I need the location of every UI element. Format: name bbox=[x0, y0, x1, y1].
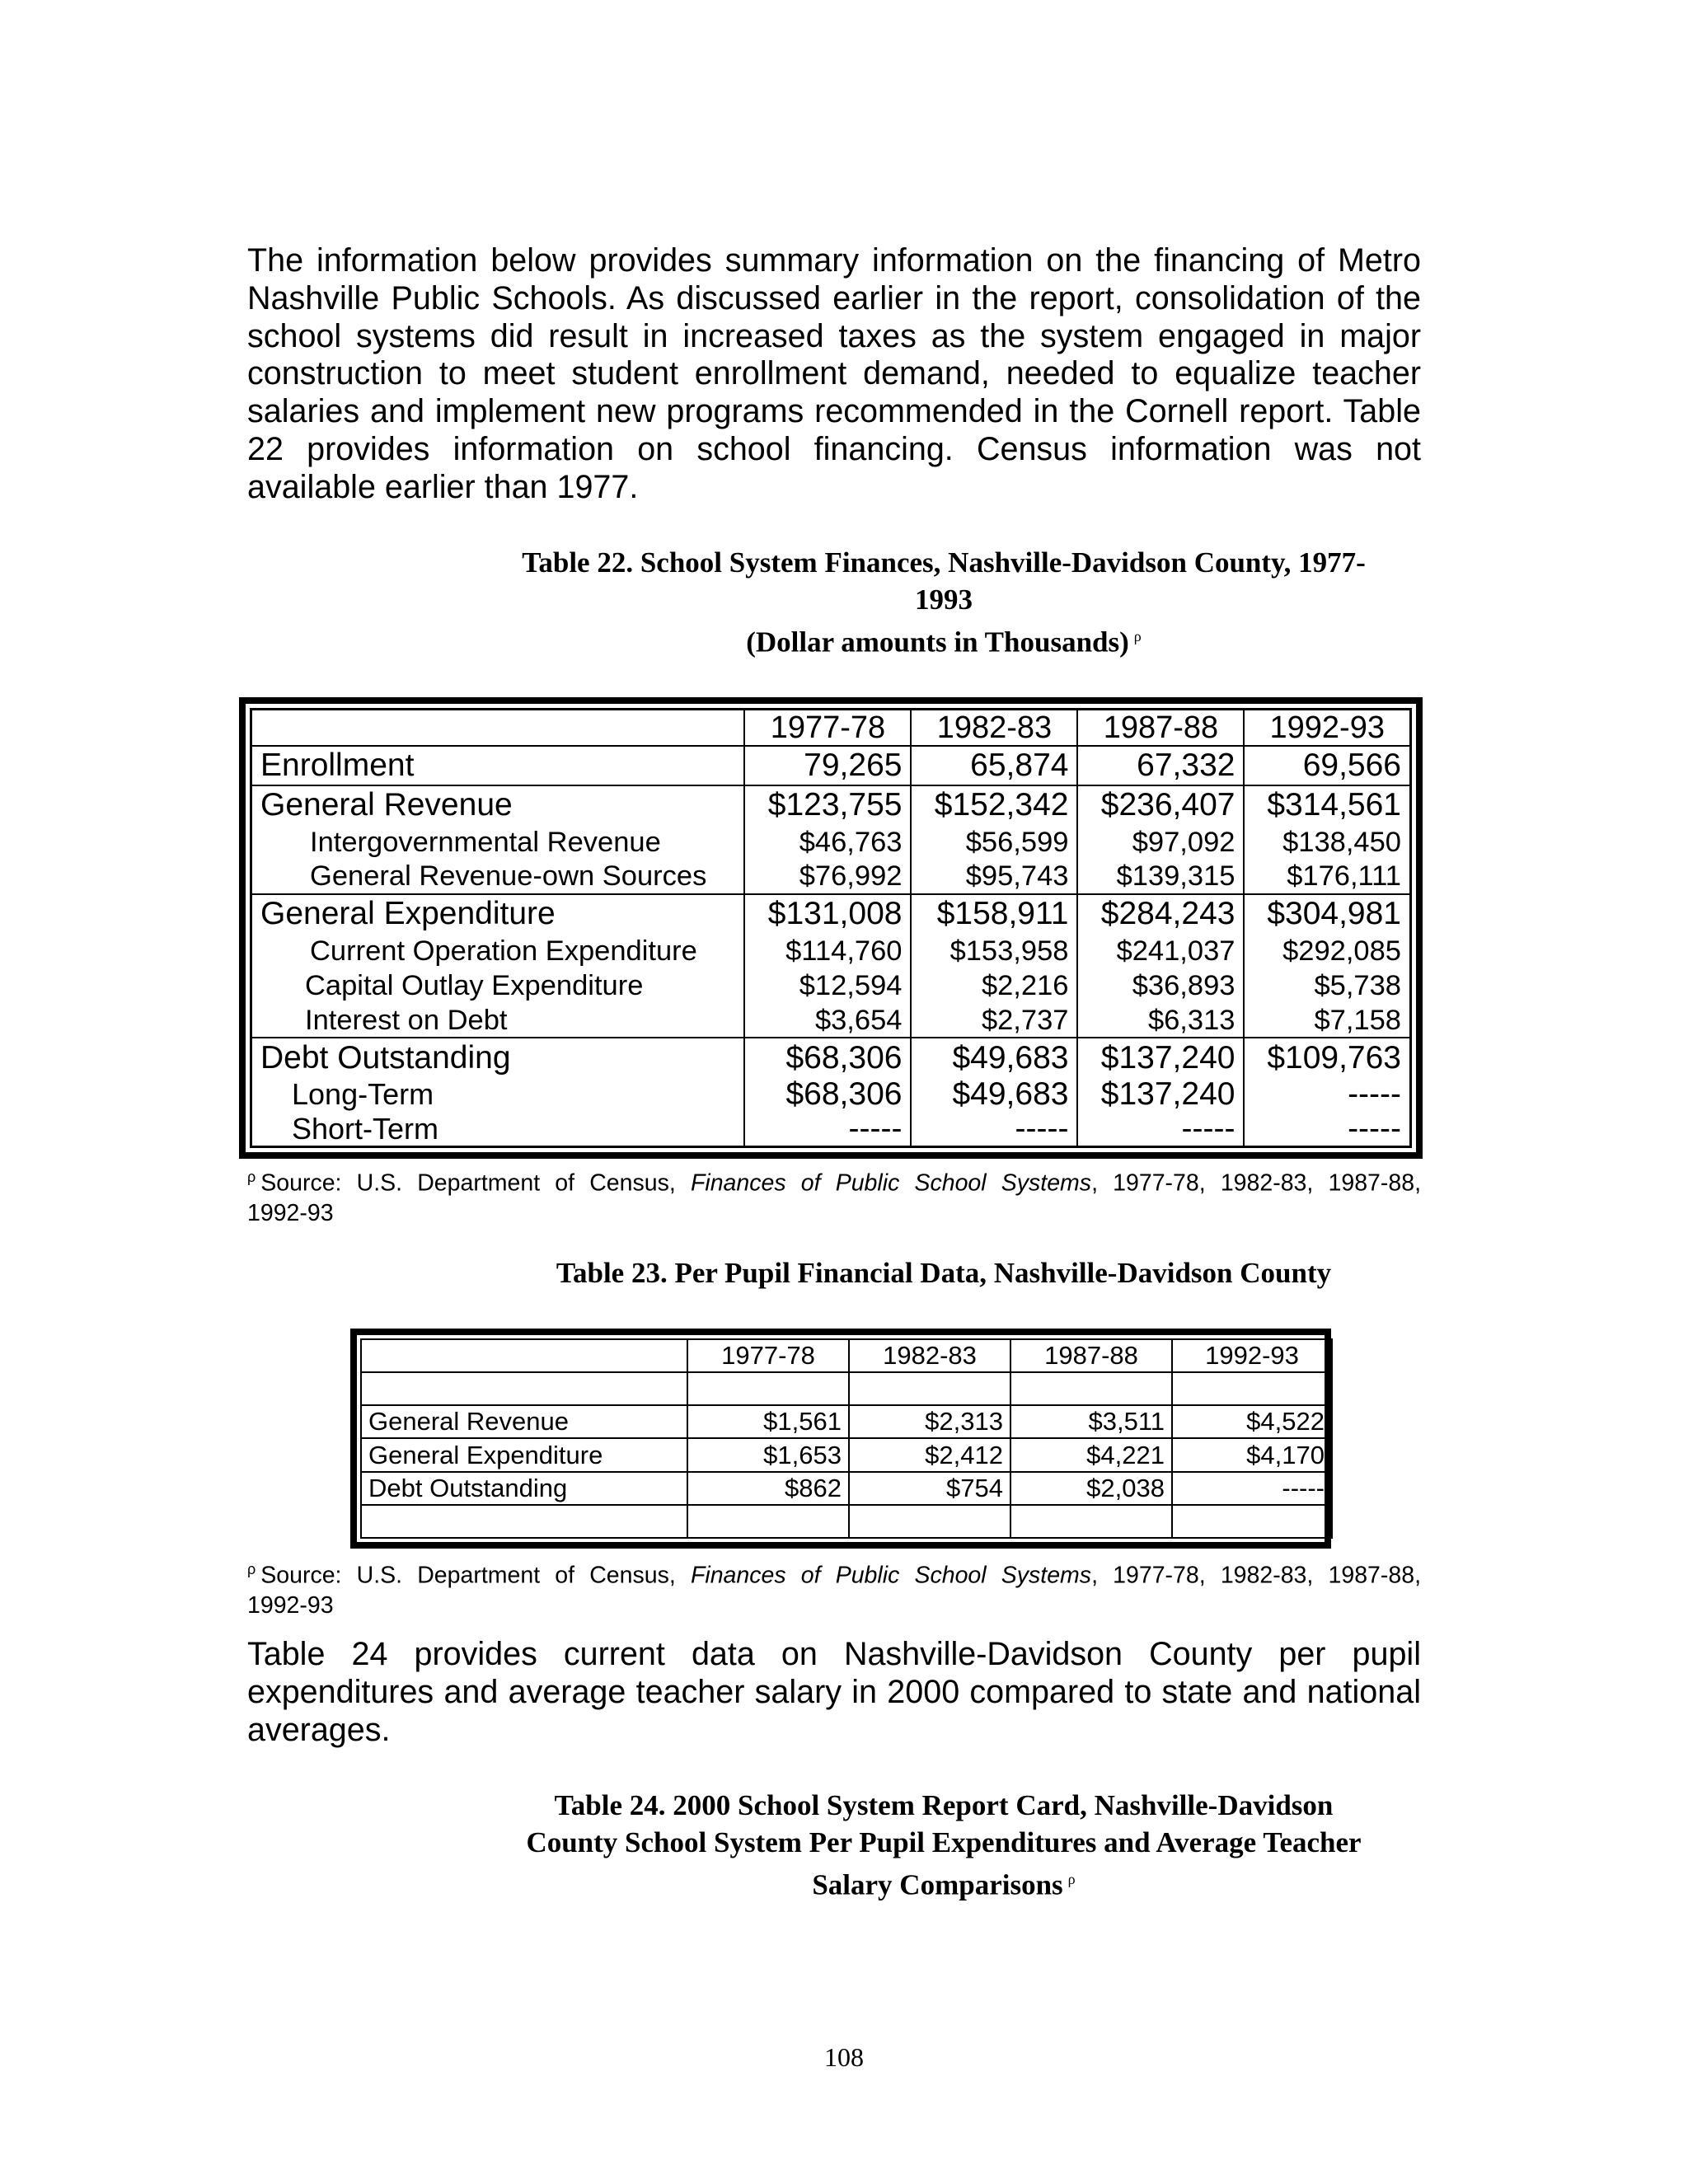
cell-value: ----- bbox=[1244, 1112, 1410, 1146]
cell-value: $131,008 bbox=[744, 894, 911, 934]
table22-row bbox=[251, 1038, 1411, 1077]
cell-value: $109,763 bbox=[1244, 1038, 1410, 1077]
table23-blank-row bbox=[361, 1505, 1332, 1538]
cell-value: $4,522 bbox=[1172, 1405, 1332, 1438]
table23-caption-line: Table 23. Per Pupil Financial Data, Nashville-Davidson County bbox=[556, 1257, 1332, 1289]
table23-row bbox=[361, 1405, 1332, 1438]
cell-value: $95,743 bbox=[911, 860, 1077, 894]
row-label: Enrollment bbox=[251, 746, 745, 785]
row-label: Debt Outstanding bbox=[251, 1038, 745, 1077]
table23-caption bbox=[412, 1254, 1475, 1291]
footnote-marker: ρ bbox=[1133, 628, 1142, 644]
cell-value: ----- bbox=[1244, 1077, 1410, 1112]
cell-value: $68,306 bbox=[744, 1077, 911, 1112]
cell-value: $241,037 bbox=[1077, 934, 1244, 968]
source-line2: 1992-93 bbox=[247, 1199, 334, 1226]
table22-row bbox=[251, 968, 1411, 1003]
table24-caption-text: Salary Comparisons bbox=[812, 1868, 1063, 1901]
table22-caption-line2: 1993 bbox=[915, 583, 973, 616]
row-label: General Revenue-own Sources bbox=[251, 860, 745, 894]
row-label: General Revenue bbox=[251, 785, 745, 825]
table22-row bbox=[251, 785, 1411, 825]
row-label: Current Operation Expenditure bbox=[251, 934, 745, 968]
table22-row bbox=[251, 860, 1411, 894]
row-label: Interest on Debt bbox=[251, 1003, 745, 1038]
intro-line: Nashville Public Schools. As discussed earlier in the report, consolidation of the bbox=[247, 279, 1421, 316]
table22-row bbox=[251, 1003, 1411, 1038]
row-label: Long-Term bbox=[251, 1077, 745, 1112]
cell-value: $3,511 bbox=[1010, 1405, 1172, 1438]
table22-caption bbox=[412, 544, 1475, 661]
cell-value: $7,158 bbox=[1244, 1003, 1410, 1038]
table22-column-header: 1992-93 bbox=[1244, 710, 1410, 746]
cell-value: $1,561 bbox=[687, 1405, 849, 1438]
row-label: Debt Outstanding bbox=[361, 1472, 687, 1505]
table22-row bbox=[251, 934, 1411, 968]
cell-value: 79,265 bbox=[744, 746, 911, 785]
table24-caption-line1: Table 24. 2000 School System Report Card, Nashville-Davidson bbox=[554, 1789, 1334, 1821]
cell-value: $137,240 bbox=[1077, 1038, 1244, 1077]
cell-value: $4,170 bbox=[1172, 1438, 1332, 1471]
intro-paragraph bbox=[247, 242, 1421, 507]
source-title: Finances of Public School Systems bbox=[690, 1169, 1092, 1197]
intro-line: school systems did result in increased taxes as the system engaged in major bbox=[247, 317, 1421, 354]
source-suffix: , 1977-78, 1982-83, 1987-88, bbox=[1091, 1169, 1422, 1197]
table22-source bbox=[247, 1162, 1421, 1228]
source-suffix: , 1977-78, 1982-83, 1987-88, bbox=[1091, 1562, 1422, 1589]
table23-row bbox=[361, 1472, 1332, 1505]
table23-corner-cell bbox=[361, 1339, 687, 1372]
table22-row bbox=[251, 894, 1411, 934]
intro-line: available earlier than 1977. bbox=[247, 468, 639, 505]
table22-column-header: 1982-83 bbox=[911, 710, 1077, 746]
table22-corner-cell bbox=[251, 710, 745, 746]
cell-value: $137,240 bbox=[1077, 1077, 1244, 1112]
table22-column-header: 1987-88 bbox=[1077, 710, 1244, 746]
cell-value: 69,566 bbox=[1244, 746, 1410, 785]
cell-value: ----- bbox=[1172, 1472, 1332, 1505]
table22-caption-line1: Table 22. School System Finances, Nashville-Davidson County, 1977- bbox=[522, 546, 1366, 579]
table22-row bbox=[251, 1077, 1411, 1112]
page-number: 108 bbox=[824, 2042, 864, 2072]
intro-line: 22 provides information on school financing. Census information was not bbox=[247, 430, 1421, 467]
cell-value: $6,313 bbox=[1077, 1003, 1244, 1038]
cell-value: $2,038 bbox=[1010, 1472, 1172, 1505]
footnote-marker: ρ bbox=[247, 1561, 256, 1577]
table23-row bbox=[361, 1438, 1332, 1471]
cell-value: $36,893 bbox=[1077, 968, 1244, 1003]
cell-value: ----- bbox=[744, 1112, 911, 1146]
table23-column-header: 1992-93 bbox=[1172, 1339, 1332, 1372]
table23-column-header: 1987-88 bbox=[1010, 1339, 1172, 1372]
cell-value: $139,315 bbox=[1077, 860, 1244, 894]
para-line: Table 24 provides current data on Nashville-Davidson County per pupil bbox=[247, 1636, 1421, 1672]
cell-value: $754 bbox=[849, 1472, 1010, 1505]
table24-caption bbox=[412, 1787, 1475, 1904]
table22-frame bbox=[239, 697, 1423, 1159]
cell-value: $97,092 bbox=[1077, 825, 1244, 860]
source-line2: 1992-93 bbox=[247, 1591, 334, 1619]
row-label: General Expenditure bbox=[251, 894, 745, 934]
table23-blank-row bbox=[361, 1372, 1332, 1405]
cell-value: $284,243 bbox=[1077, 894, 1244, 934]
cell-value: $138,450 bbox=[1244, 825, 1410, 860]
intro-line: construction to meet student enrollment demand, needed to equalize teacher bbox=[247, 355, 1421, 392]
cell-value: $153,958 bbox=[911, 934, 1077, 968]
footnote-marker: ρ bbox=[247, 1169, 256, 1185]
cell-value: 65,874 bbox=[911, 746, 1077, 785]
cell-value: $76,992 bbox=[744, 860, 911, 894]
table23-frame bbox=[350, 1329, 1331, 1549]
cell-value: $4,221 bbox=[1010, 1438, 1172, 1471]
cell-value: $3,654 bbox=[744, 1003, 911, 1038]
table23-column-header: 1982-83 bbox=[849, 1339, 1010, 1372]
row-label: Short-Term bbox=[251, 1112, 745, 1146]
cell-value: $292,085 bbox=[1244, 934, 1410, 968]
row-label: General Expenditure bbox=[361, 1438, 687, 1471]
cell-value: ----- bbox=[1077, 1112, 1244, 1146]
source-title: Finances of Public School Systems bbox=[690, 1562, 1092, 1589]
intro-line: salaries and implement new programs recommended in the Cornell report. Table bbox=[247, 393, 1421, 430]
cell-value: $236,407 bbox=[1077, 785, 1244, 825]
table22-caption-text: (Dollar amounts in Thousands) bbox=[746, 626, 1129, 658]
cell-value: $304,981 bbox=[1244, 894, 1410, 934]
table24-paragraph bbox=[247, 1636, 1421, 1749]
para-line: expenditures and average teacher salary in 2000 compared to state and national bbox=[247, 1673, 1421, 1710]
cell-value: $862 bbox=[687, 1472, 849, 1505]
table23 bbox=[360, 1338, 1333, 1539]
cell-value: $56,599 bbox=[911, 825, 1077, 860]
cell-value: ----- bbox=[911, 1112, 1077, 1146]
cell-value: $158,911 bbox=[911, 894, 1077, 934]
table22 bbox=[250, 708, 1412, 1148]
cell-value: $152,342 bbox=[911, 785, 1077, 825]
cell-value: $5,738 bbox=[1244, 968, 1410, 1003]
cell-value: $123,755 bbox=[744, 785, 911, 825]
cell-value: $1,653 bbox=[687, 1438, 849, 1471]
cell-value: $68,306 bbox=[744, 1038, 911, 1077]
table22-column-header: 1977-78 bbox=[744, 710, 911, 746]
cell-value: 67,332 bbox=[1077, 746, 1244, 785]
cell-value: $46,763 bbox=[744, 825, 911, 860]
cell-value: $2,412 bbox=[849, 1438, 1010, 1471]
cell-value: $2,313 bbox=[849, 1405, 1010, 1438]
table22-row bbox=[251, 1112, 1411, 1146]
cell-value: $49,683 bbox=[911, 1077, 1077, 1112]
cell-value: $314,561 bbox=[1244, 785, 1410, 825]
table24-caption-line3 bbox=[412, 1861, 1475, 1904]
table24-caption-line2: County School System Per Pupil Expenditures and Average Teacher bbox=[526, 1826, 1362, 1858]
intro-line: The information below provides summary information on the financing of Metro bbox=[247, 242, 1421, 279]
source-prefix: Source: U.S. Department of Census, bbox=[260, 1169, 676, 1197]
cell-value: $2,216 bbox=[911, 968, 1077, 1003]
cell-value: $176,111 bbox=[1244, 860, 1410, 894]
table22-row bbox=[251, 825, 1411, 860]
source-prefix: Source: U.S. Department of Census, bbox=[260, 1562, 676, 1589]
cell-value: $49,683 bbox=[911, 1038, 1077, 1077]
para-line: averages. bbox=[247, 1711, 391, 1748]
table22-caption-line3 bbox=[412, 618, 1475, 661]
table22-row bbox=[251, 746, 1411, 785]
row-label: Capital Outlay Expenditure bbox=[251, 968, 745, 1003]
table23-column-header: 1977-78 bbox=[687, 1339, 849, 1372]
cell-value: $12,594 bbox=[744, 968, 911, 1003]
row-label: General Revenue bbox=[361, 1405, 687, 1438]
row-label: Intergovernmental Revenue bbox=[251, 825, 745, 860]
cell-value: $114,760 bbox=[744, 934, 911, 968]
cell-value: $2,737 bbox=[911, 1003, 1077, 1038]
table23-source bbox=[247, 1554, 1421, 1620]
footnote-marker: ρ bbox=[1067, 1871, 1076, 1887]
